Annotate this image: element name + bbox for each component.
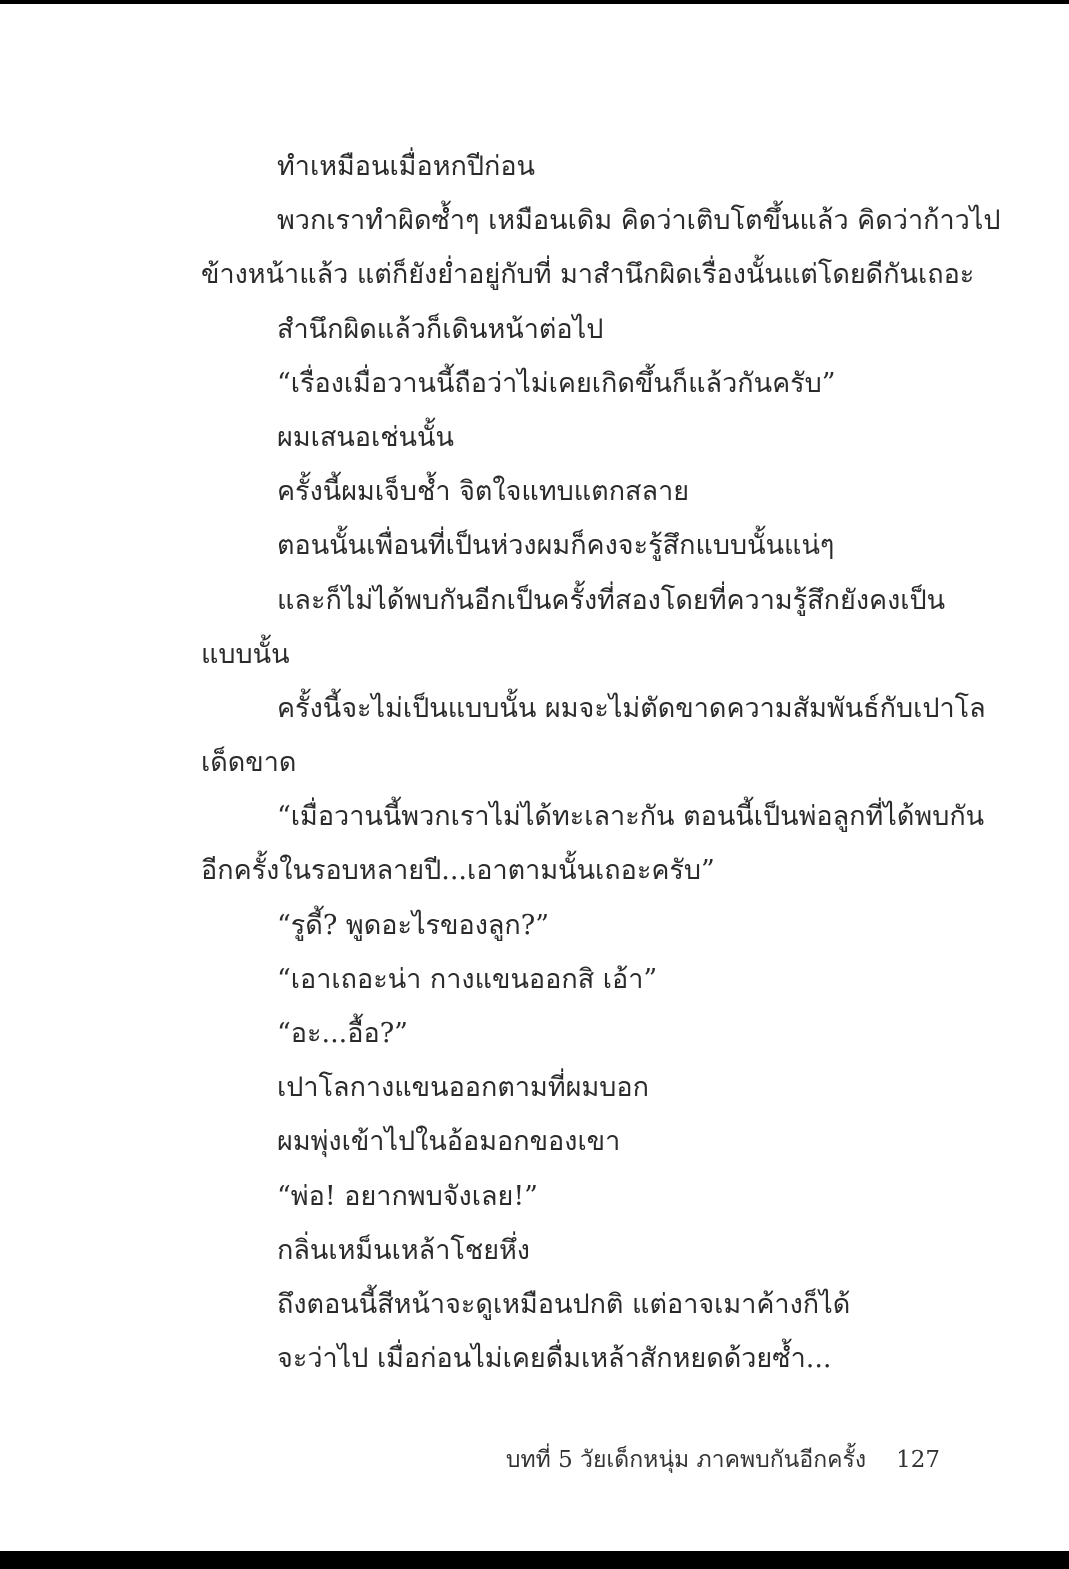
bottom-border bbox=[0, 1551, 1069, 1569]
text-line: เด็ดขาด bbox=[201, 747, 297, 779]
text-line: พวกเราทำผิดซ้ำๆ เหมือนเดิม คิดว่าเติบโตขึ้นแล้ว คิดว่าก้าวไป bbox=[277, 205, 1001, 237]
text-line: ครั้งนี้ผมเจ็บช้ำ จิตใจแทบแตกสลาย bbox=[277, 476, 690, 508]
text-line: แบบนั้น bbox=[201, 638, 290, 670]
text-line: ผมพุ่งเข้าไปในอ้อมอกของเขา bbox=[277, 1126, 621, 1158]
text-line: ครั้งนี้จะไม่เป็นแบบนั้น ผมจะไม่ตัดขาดความสัมพันธ์กับเปาโล bbox=[277, 692, 986, 724]
text-line: สำนึกผิดแล้วก็เดินหน้าต่อไป bbox=[277, 313, 604, 345]
text-line: ทำเหมือนเมื่อหกปีก่อน bbox=[277, 151, 536, 182]
text-line: “เอาเถอะน่า กางแขนออกสิ เอ้า” bbox=[277, 963, 658, 995]
text-line: ผมเสนอเช่นนั้น bbox=[277, 421, 454, 453]
text-line: จะว่าไป เมื่อก่อนไม่เคยดื่มเหล้าสักหยดด้วยซ้ำ... bbox=[277, 1343, 832, 1375]
text-line: ถึงตอนนี้สีหน้าจะดูเหมือนปกติ แต่อาจเมาค้างก็ได้ bbox=[277, 1288, 851, 1320]
text-line: ตอนนั้นเพื่อนที่เป็นห่วงผมก็คงจะรู้สึกแบบนั้นแน่ๆ bbox=[277, 530, 835, 562]
text-line: “อะ...อื้อ?” bbox=[277, 1018, 408, 1049]
text-line: และก็ไม่ได้พบกันอีกเป็นครั้งที่สองโดยที่ความรู้สึกยังคงเป็น bbox=[277, 584, 946, 616]
page-footer bbox=[480, 1440, 940, 1480]
text-line: “พ่อ! อยากพบจังเลย!” bbox=[277, 1180, 538, 1212]
text-line: “เรื่องเมื่อวานนี้ถือว่าไม่เคยเกิดขึ้นก็แล้วกันครับ” bbox=[277, 367, 836, 399]
text-line: กลิ่นเหม็นเหล้าโชยหึ่ง bbox=[277, 1234, 530, 1266]
text-line: เปาโลกางแขนออกตามที่ผมบอก bbox=[277, 1072, 649, 1104]
text-line: อีกครั้งในรอบหลายปี...เอาตามนั้นเถอะครับ” bbox=[201, 855, 715, 887]
page-number: 127 bbox=[896, 1447, 940, 1473]
text-line: “รูดี้? พูดอะไรของลูก?” bbox=[277, 909, 550, 941]
page-body-text bbox=[201, 140, 1001, 1386]
running-chapter-title: บทที่ 5 วัยเด็กหนุ่ม ภาคพบกันอีกครั้ง bbox=[505, 1447, 867, 1473]
text-line: ข้างหน้าแล้ว แต่ก็ยังย่ำอยู่กับที่ มาสำนึกผิดเรื่องนั้นแต่โดยดีกันเถอะ bbox=[201, 259, 975, 291]
text-line: “เมื่อวานนี้พวกเราไม่ได้ทะเลาะกัน ตอนนี้เป็นพ่อลูกที่ได้พบกัน bbox=[277, 801, 985, 833]
top-border bbox=[0, 0, 1069, 4]
